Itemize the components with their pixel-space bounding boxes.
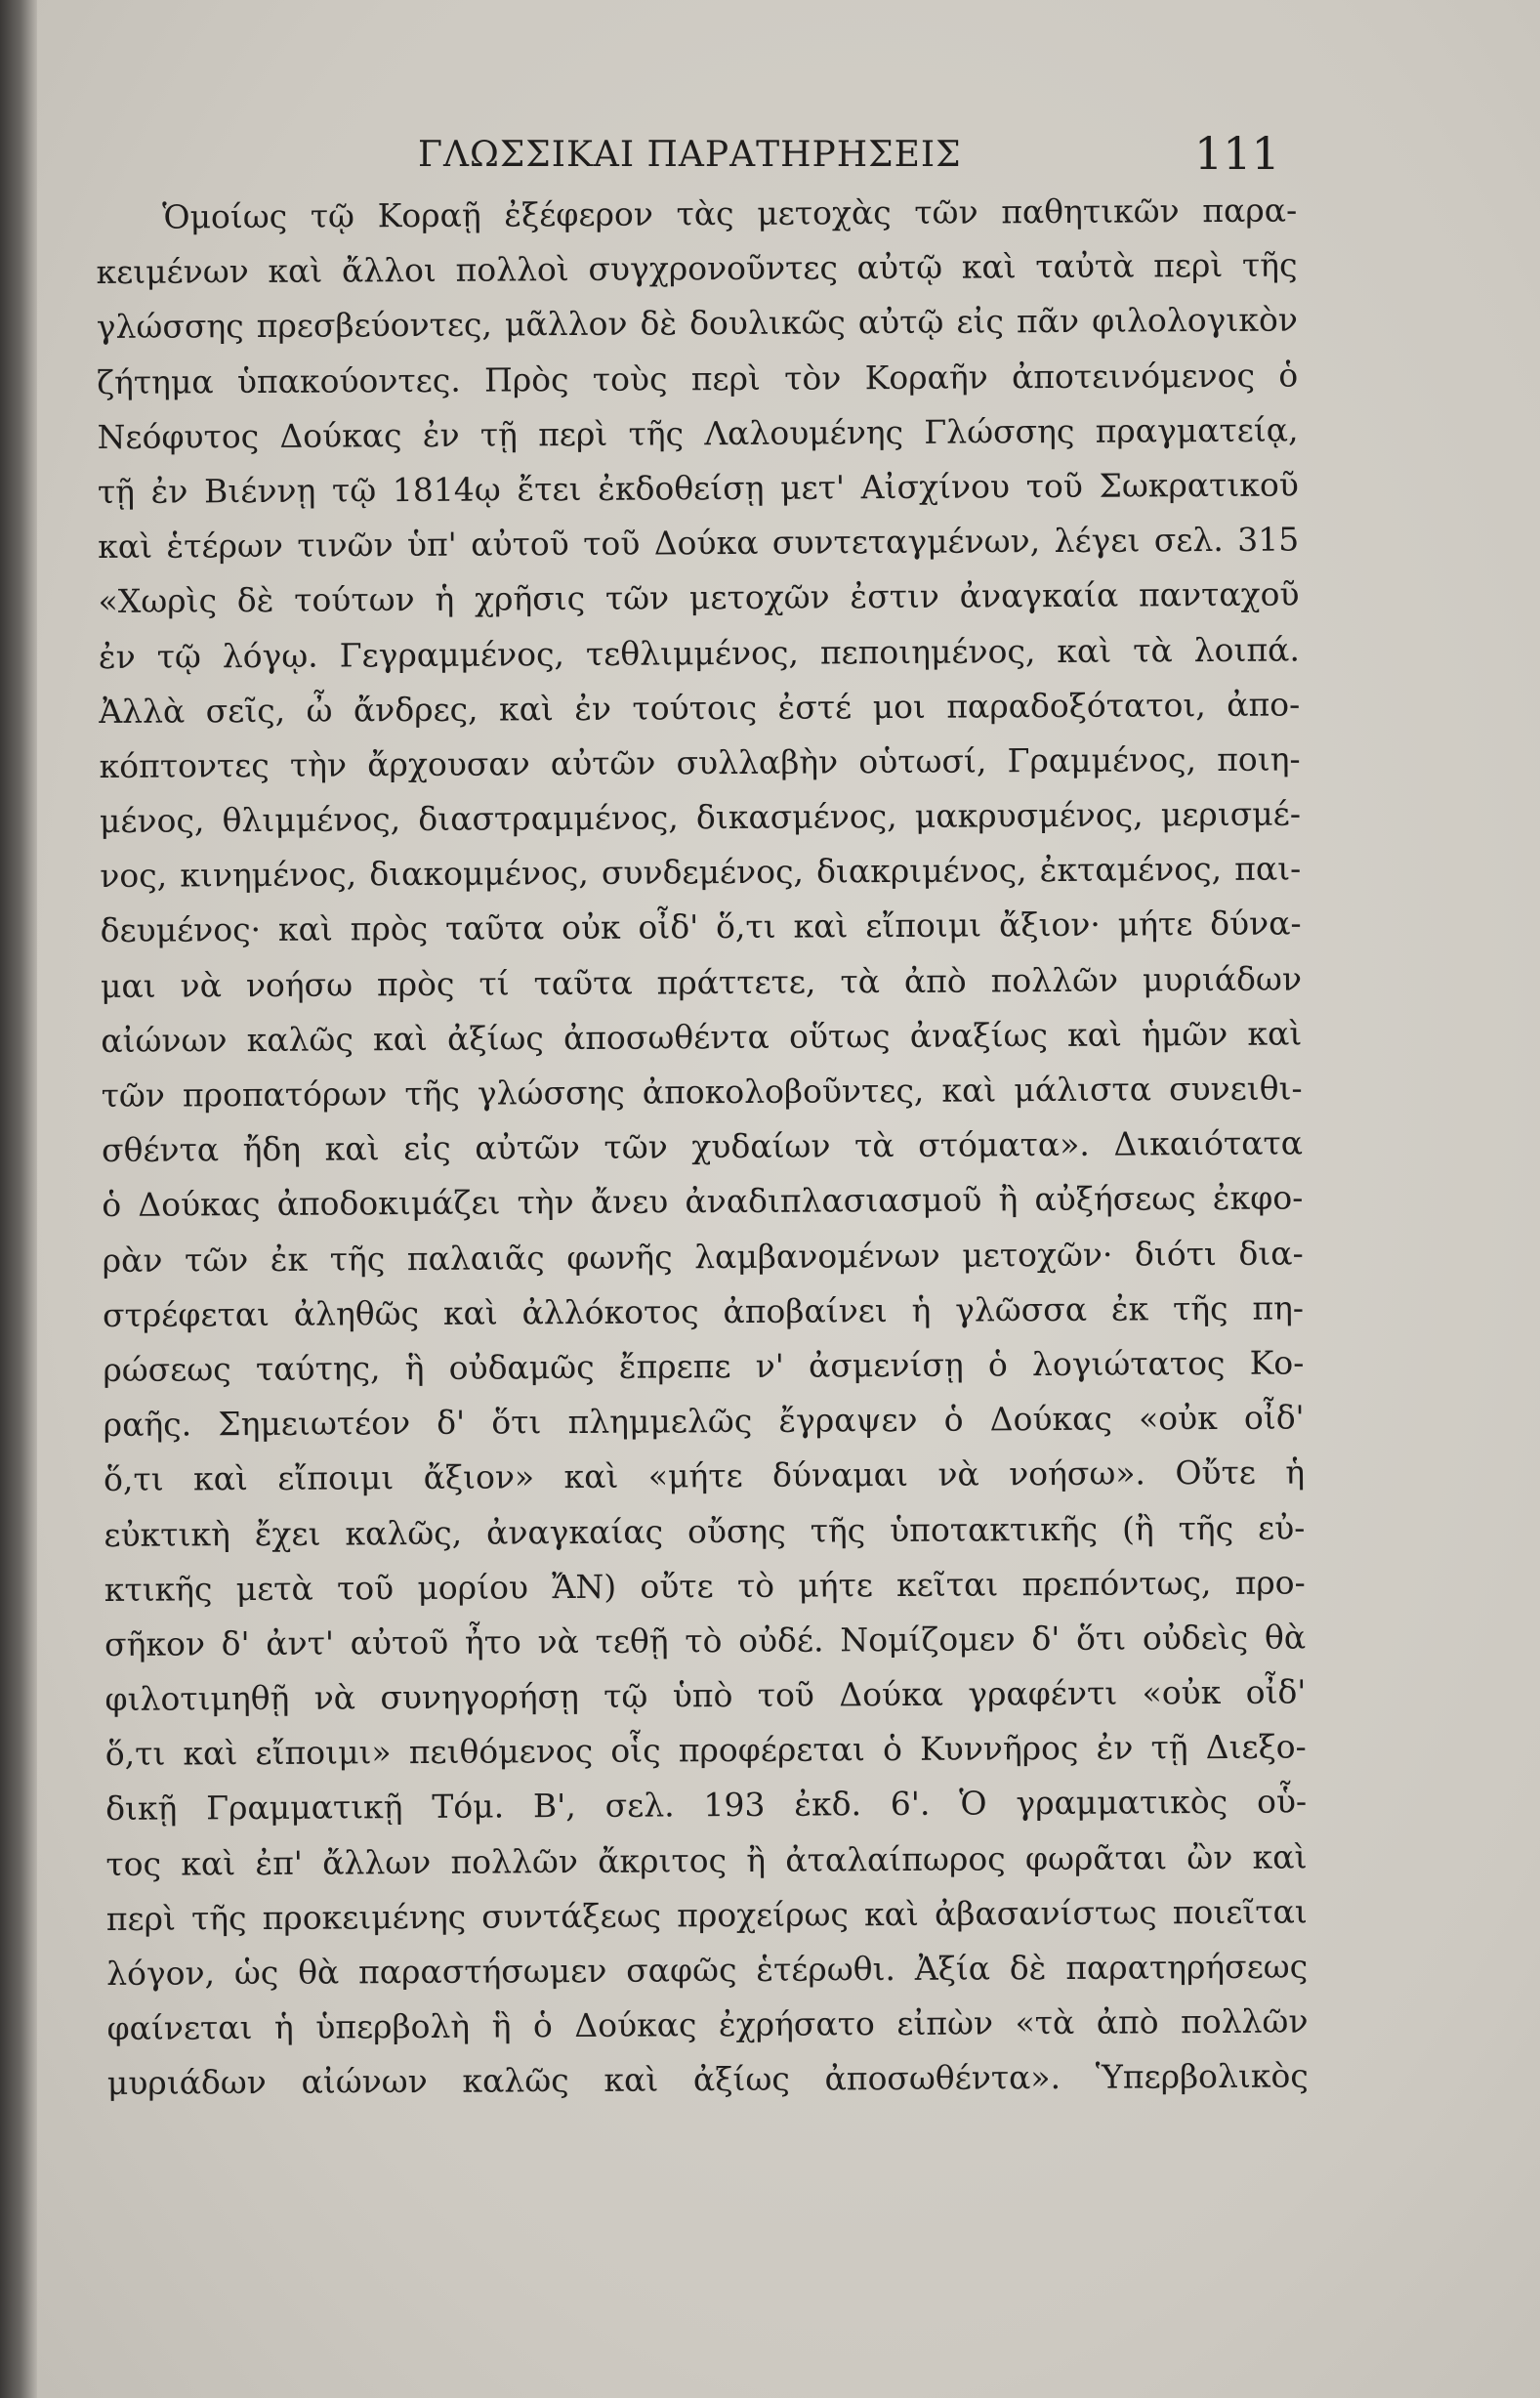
text-line: ρώσεως ταύτης, ἣ οὐδαμῶς ἔπρεπε ν' ἀσμενίσῃ ὁ λογιώτατος Κο-	[103, 1343, 1305, 1389]
text-line: τῇ ἐν Βιέννῃ τῷ 1814ῳ ἔτει ἐκδοθείσῃ μετ' Αἰσχίνου τοῦ Σωκρατικοῦ	[97, 465, 1299, 511]
text-line: εὐκτικὴ ἔχει καλῶς, ἀναγκαίας οὔσης τῆς ὑποτακτικῆς (ἢ τῆς εὐ-	[104, 1507, 1306, 1554]
text-line: «Χωρὶς δὲ τούτων ἡ χρῆσις τῶν μετοχῶν ἐστιν ἀναγκαία πανταχοῦ	[98, 574, 1300, 621]
text-line: σῆκον δ' ἀντ' αὐτοῦ ἦτο νὰ τεθῇ τὸ οὐδέ. Νομίζομεν δ' ὅτι οὐδεὶς θὰ	[104, 1618, 1307, 1663]
text-line: γλώσσης πρεσβεύοντες, μᾶλλον δὲ δουλικῶς αὐτῷ εἰς πᾶν φιλολογικὸν	[96, 300, 1298, 347]
text-line: Ἀλλὰ σεῖς, ὦ ἄνδρες, καὶ ἐν τούτοις ἐστέ μοι παραδοξότατοι, ἀπο-	[99, 685, 1301, 731]
text-line: λόγον, ὡς θὰ παραστήσωμεν σαφῶς ἑτέρωθι. Ἀξία δὲ παρατηρήσεως	[106, 1947, 1309, 1993]
text-line: τῶν προπατόρων τῆς γλώσσης ἀποκολοβοῦντες, καὶ μάλιστα συνειθι-	[101, 1069, 1303, 1115]
text-line: μαι νὰ νοήσω πρὸς τί ταῦτα πράττετε, τὰ ἀπὸ πολλῶν μυριάδων	[100, 959, 1303, 1005]
text-line: κειμένων καὶ ἄλλοι πολλοὶ συγχρονοῦντες αὐτῷ καὶ ταὐτὰ περὶ τῆς	[96, 245, 1298, 292]
text-line: δευμένος· καὶ πρὸς ταῦτα οὐκ οἶδ' ὅ,τι καὶ εἴποιμι ἄξιον· μήτε δύνα-	[100, 904, 1302, 950]
text-line: καὶ ἑτέρων τινῶν ὑπ' αὐτοῦ τοῦ Δούκα συντεταγμένων, λέγει σελ. 315	[98, 520, 1300, 567]
text-line: ὅ,τι καὶ εἴποιμι ἄξιον» καὶ «μήτε δύναμαι νὰ νοήσω». Οὔτε ἡ	[103, 1452, 1306, 1499]
text-line: Ὁμοίως τῷ Κοραῇ ἐξέφερον τὰς μετοχὰς τῶν παθητικῶν παρα-	[162, 190, 1298, 236]
text-line: τος καὶ ἐπ' ἄλλων πολλῶν ἄκριτος ἢ ἀταλαίπωρος φωρᾶται ὢν καὶ	[105, 1837, 1308, 1883]
book-page	[37, 0, 1540, 2398]
running-head	[37, 127, 1540, 186]
text-line: περὶ τῆς προκειμένης συντάξεως προχείρως καὶ ἀβασανίστως ποιεῖται	[105, 1892, 1308, 1938]
text-line: αἰώνων καλῶς καὶ ἀξίως ἀποσωθέντα οὕτως ἀναξίως καὶ ἡμῶν καὶ	[101, 1014, 1303, 1060]
page-number: 111	[1194, 127, 1280, 180]
text-line: φαίνεται ἡ ὑπερβολὴ ἣ ὁ Δούκας ἐχρήσατο εἰπὼν «τὰ ἀπὸ πολλῶν	[106, 2001, 1309, 2048]
text-line: νος, κινημένος, διακομμένος, συνδεμένος, διακριμένος, ἐκταμένος, παι-	[100, 849, 1302, 896]
text-line: ἐν τῷ λόγῳ. Γεγραμμένος, τεθλιμμένος, πεποιημένος, καὶ τὰ λοιπά.	[98, 629, 1301, 676]
body-text	[96, 183, 1309, 2111]
text-line: φιλοτιμηθῇ νὰ συνηγορήσῃ τῷ ὑπὸ τοῦ Δούκα γραφέντι «οὐκ οἶδ'	[104, 1672, 1307, 1719]
text-line: μένος, θλιμμένος, διαστραμμένος, δικασμένος, μακρυσμένος, μερισμέ-	[99, 794, 1302, 841]
text-line: κτικῆς μετὰ τοῦ μορίου ἌΝ) οὔτε τὸ μήτε κεῖται πρεπόντως, προ-	[104, 1563, 1306, 1609]
text-line: ὁ Δούκας ἀποδοκιμάζει τὴν ἄνευ ἀναδιπλασιασμοῦ ἢ αὐξήσεως ἐκφο-	[102, 1178, 1304, 1225]
text-line: κόπτοντες τὴν ἄρχουσαν αὐτῶν συλλαβὴν οὑτωσί, Γραμμένος, ποιη-	[99, 739, 1301, 785]
running-head-title: ΓΛΩΣΣΙΚΑΙ ΠΑΡΑΤΗΡΗΣΕΙΣ	[418, 135, 962, 175]
text-line: Νεόφυτος Δούκας ἐν τῇ περὶ τῆς Λαλουμένης Γλώσσης πραγματείᾳ,	[97, 410, 1299, 456]
text-line: σθέντα ἤδη καὶ εἰς αὐτῶν τῶν χυδαίων τὰ στόματα». Δικαιότατα	[101, 1123, 1304, 1170]
scan-binding-edge	[0, 0, 37, 2398]
text-line: ζήτημα ὑπακούοντες. Πρὸς τοὺς περὶ τὸν Κοραῆν ἀποτεινόμενος ὁ	[97, 356, 1299, 401]
text-line: ὅ,τι καὶ εἴποιμι» πειθόμενος οἷς προφέρεται ὁ Κυννῆρος ἐν τῇ Διεξο-	[104, 1727, 1307, 1774]
text-line: δικῇ Γραμματικῇ Τόμ. Β', σελ. 193 ἐκδ. 6'. Ὁ γραμματικὸς οὗ-	[105, 1782, 1308, 1829]
text-line: στρέφεται ἀληθῶς καὶ ἀλλόκοτος ἀποβαίνει ἡ γλῶσσα ἐκ τῆς πη-	[102, 1288, 1305, 1334]
text-line: ραῆς. Σημειωτέον δ' ὅτι πλημμελῶς ἔγραψεν ὁ Δούκας «οὐκ οἶδ'	[103, 1398, 1305, 1445]
text-line: μυριάδων αἰώνων καλῶς καὶ ἀξίως ἀποσωθέντα». Ὑπερβολικὸς	[106, 2056, 1309, 2103]
text-line: ρὰν τῶν ἐκ τῆς παλαιᾶς φωνῆς λαμβανομένων μετοχῶν· διότι δια-	[102, 1234, 1304, 1280]
